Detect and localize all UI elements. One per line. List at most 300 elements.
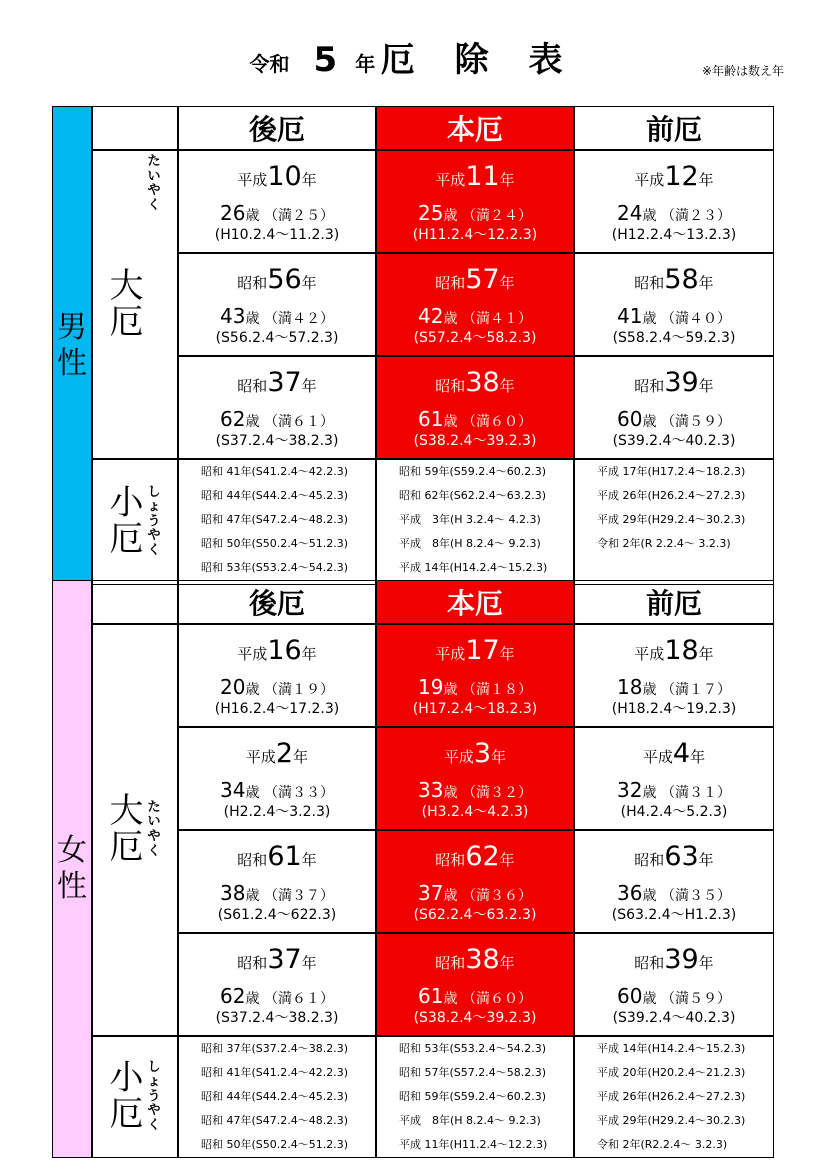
female-shouyaku-cell <box>574 1036 774 1158</box>
female-shouyaku-cell <box>376 1036 574 1158</box>
date-range: (H11.2.4～12.2.3) <box>412 227 538 243</box>
age-suffix: 歳 <box>245 785 260 801</box>
age-number: 38 <box>220 881 246 905</box>
age-suffix: 歳 <box>443 991 458 1007</box>
year-number: 62 <box>465 841 500 872</box>
male-taiyaku-cell <box>178 150 376 253</box>
year-suffix: 年 <box>301 377 317 395</box>
date-range: (S61.2.4～622.3) <box>217 907 337 923</box>
year-suffix: 年 <box>301 645 317 663</box>
shouyaku-ruby-char: や <box>147 528 161 544</box>
male-taiyaku-cell <box>376 253 574 356</box>
taiyaku-char: 大 <box>109 265 144 306</box>
age-number: 61 <box>418 984 444 1008</box>
age-number: 18 <box>617 675 643 699</box>
era-year <box>377 161 573 192</box>
age-number: 41 <box>617 304 643 328</box>
year-number: 4 <box>672 738 691 769</box>
shouyaku-line: 昭和 44年(S44.2.4～45.2.3) <box>201 489 349 502</box>
age-line <box>377 675 573 699</box>
age-number: 34 <box>220 778 246 802</box>
year-number: 12 <box>664 161 699 192</box>
shouyaku-line: 昭和 37年(S37.2.4～38.2.3) <box>201 1042 349 1055</box>
year-number: 11 <box>465 161 500 192</box>
title-year: 年 <box>355 52 376 76</box>
shouyaku-ruby-char: や <box>147 1103 161 1119</box>
era-name: 昭和 <box>435 377 466 395</box>
era-name: 昭和 <box>237 377 268 395</box>
full-age: （満６０） <box>457 414 532 430</box>
male-header-blank <box>92 106 178 150</box>
shouyaku-line: 平成 29年(H29.2.4～30.2.3) <box>597 1114 746 1127</box>
male-shouyaku-label <box>92 459 178 585</box>
age-line <box>179 778 375 802</box>
era-year <box>377 944 573 975</box>
age-line <box>377 984 573 1008</box>
male-taiyaku-cell <box>574 150 774 253</box>
female-taiyaku-cell <box>574 830 774 933</box>
date-range: (H16.2.4～17.2.3) <box>214 701 340 717</box>
female-label-char: 女 <box>57 833 87 868</box>
year-number: 18 <box>664 635 699 666</box>
taiyaku-char: 厄 <box>109 827 144 867</box>
age-suffix: 歳 <box>642 208 657 224</box>
date-range: (S57.2.4～58.2.3) <box>413 330 537 346</box>
shouyaku-ruby-char: ょ <box>147 1074 161 1090</box>
shouyaku-line: 昭和 50年(S50.2.4～51.2.3) <box>201 537 349 550</box>
year-number: 63 <box>664 841 699 872</box>
era-year <box>377 738 573 769</box>
age-number: 20 <box>220 675 246 699</box>
era-year <box>377 841 573 872</box>
shouyaku-line: 昭和 41年(S41.2.4～42.2.3) <box>201 1066 349 1079</box>
shouyaku-line: 平成 26年(H26.2.4～27.2.3) <box>597 489 746 502</box>
year-suffix: 年 <box>499 377 515 395</box>
female-taiyaku-cell <box>178 624 376 727</box>
age-number: 24 <box>617 201 643 225</box>
female-header-honyaku: 本厄 <box>376 580 574 624</box>
era-name: 平成 <box>435 171 466 189</box>
age-line <box>179 304 375 328</box>
era-name: 平成 <box>642 748 673 766</box>
year-number: 37 <box>267 944 302 975</box>
male-taiyaku-label <box>92 150 178 459</box>
era-name: 昭和 <box>634 377 665 395</box>
age-suffix: 歳 <box>245 682 260 698</box>
male-label-char: 性 <box>57 345 87 381</box>
male-header-atoyaku: 後厄 <box>178 106 376 150</box>
era-year <box>575 738 773 769</box>
female-label <box>52 580 92 1158</box>
era-name: 平成 <box>237 171 268 189</box>
era-year <box>575 944 773 975</box>
taiyaku-ruby-char: い <box>147 814 161 830</box>
shouyaku-ruby <box>147 1061 160 1134</box>
year-number: 39 <box>664 367 699 398</box>
year-suffix: 年 <box>301 954 317 972</box>
date-range: (S37.2.4～38.2.3) <box>215 433 339 449</box>
age-line <box>575 778 773 802</box>
male-header-honyaku: 本厄 <box>376 106 574 150</box>
female-taiyaku-label <box>92 624 178 1036</box>
male-taiyaku-cell <box>376 356 574 459</box>
year-suffix: 年 <box>698 954 714 972</box>
full-age: （満５９） <box>656 414 731 430</box>
age-line <box>575 304 773 328</box>
male-taiyaku-cell <box>178 253 376 356</box>
full-age: （満１７） <box>656 682 731 698</box>
year-suffix: 年 <box>499 171 515 189</box>
male-shouyaku-cell <box>574 459 774 585</box>
era-year <box>179 944 375 975</box>
age-suffix: 歳 <box>245 414 260 430</box>
taiyaku-ruby-char: や <box>147 829 161 844</box>
era-year <box>377 367 573 398</box>
taiyaku-char: 大 <box>109 791 144 832</box>
shouyaku-line: 昭和 47年(S47.2.4～48.2.3) <box>201 1114 349 1127</box>
male-taiyaku-cell <box>574 356 774 459</box>
female-taiyaku-cell <box>574 933 774 1036</box>
date-range: (S62.2.4～63.2.3) <box>413 907 537 923</box>
shouyaku-line: 昭和 59年(S59.2.4～60.2.3) <box>399 465 547 478</box>
date-range: (S58.2.4～59.2.3) <box>612 330 736 346</box>
date-range: (S38.2.4～39.2.3) <box>413 433 537 449</box>
era-year <box>179 635 375 666</box>
era-name: 平成 <box>443 748 474 766</box>
date-range: (S38.2.4～39.2.3) <box>413 1010 537 1026</box>
year-number: 39 <box>664 944 699 975</box>
age-line <box>377 201 573 225</box>
age-suffix: 歳 <box>642 311 657 327</box>
age-number: 25 <box>418 201 444 225</box>
year-number: 38 <box>465 944 500 975</box>
era-year <box>575 635 773 666</box>
full-age: （満４１） <box>457 311 532 327</box>
age-number: 61 <box>418 407 444 431</box>
year-suffix: 年 <box>293 748 309 766</box>
full-age: （満２４） <box>457 208 532 224</box>
era-year <box>575 161 773 192</box>
date-range: (H12.2.4～13.2.3) <box>611 227 737 243</box>
shouyaku-ruby <box>147 486 160 559</box>
year-suffix: 年 <box>698 645 714 663</box>
age-number: 62 <box>220 984 246 1008</box>
age-suffix: 歳 <box>443 414 458 430</box>
male-shouyaku-cell <box>178 459 376 585</box>
shouyaku-ruby-char: ょ <box>147 499 161 515</box>
full-age: （満５９） <box>656 991 731 1007</box>
male-shouyaku-cell <box>376 459 574 585</box>
age-line <box>575 984 773 1008</box>
shouyaku-line: 昭和 41年(S41.2.4～42.2.3) <box>201 465 349 478</box>
shouyaku-ruby-char: し <box>147 484 161 500</box>
year-suffix: 年 <box>690 748 706 766</box>
full-age: （満３２） <box>457 785 532 801</box>
title-main: 厄 除 表 <box>380 40 577 80</box>
taiyaku-ruby-char: や <box>147 183 161 199</box>
age-suffix: 歳 <box>642 888 657 904</box>
taiyaku-ruby <box>147 155 160 213</box>
year-suffix: 年 <box>301 851 317 869</box>
male-taiyaku-cell <box>376 150 574 253</box>
female-taiyaku-cell <box>178 727 376 830</box>
era-name: 昭和 <box>634 274 665 292</box>
shouyaku-line: 昭和 57年(S57.2.4～58.2.3) <box>399 1066 547 1079</box>
era-name: 昭和 <box>435 851 466 869</box>
full-age: （満４２） <box>259 311 334 327</box>
shouyaku-line: 昭和 50年(S50.2.4～51.2.3) <box>201 1138 349 1151</box>
era-name: 昭和 <box>237 954 268 972</box>
male-taiyaku-cell <box>178 356 376 459</box>
female-taiyaku-cell <box>178 830 376 933</box>
era-year <box>179 161 375 192</box>
age-suffix: 歳 <box>245 991 260 1007</box>
year-number: 57 <box>465 264 500 295</box>
male-header-maeyaku: 前厄 <box>574 106 774 150</box>
year-suffix: 年 <box>301 171 317 189</box>
female-taiyaku-cell <box>574 727 774 830</box>
era-year <box>377 635 573 666</box>
shouyaku-line: 平成 8年(H 8.2.4～ 9.2.3) <box>399 537 541 550</box>
shouyaku-line: 昭和 59年(S59.2.4～60.2.3) <box>399 1090 547 1103</box>
date-range: (S56.2.4～57.2.3) <box>215 330 339 346</box>
era-name: 昭和 <box>237 851 268 869</box>
age-suffix: 歳 <box>245 311 260 327</box>
year-suffix: 年 <box>499 645 515 663</box>
date-range: (S39.2.4～40.2.3) <box>612 1010 736 1026</box>
date-range: (S39.2.4～40.2.3) <box>612 433 736 449</box>
year-number: 58 <box>664 264 699 295</box>
shouyaku-char: 厄 <box>109 519 144 559</box>
age-number: 62 <box>220 407 246 431</box>
date-range: (H17.2.4～18.2.3) <box>412 701 538 717</box>
female-shouyaku-cell <box>178 1036 376 1158</box>
female-header-blank <box>92 580 178 624</box>
shouyaku-line: 昭和 53年(S53.2.4～54.2.3) <box>399 1042 547 1055</box>
date-range: (H10.2.4～11.2.3) <box>214 227 340 243</box>
shouyaku-line: 平成 20年(H20.2.4～21.2.3) <box>597 1066 746 1079</box>
year-number: 17 <box>465 635 500 666</box>
year-number: 38 <box>465 367 500 398</box>
shouyaku-line: 昭和 53年(S53.2.4～54.2.3) <box>201 561 349 574</box>
era-name: 平成 <box>435 645 466 663</box>
year-suffix: 年 <box>499 851 515 869</box>
full-age: （満３６） <box>457 888 532 904</box>
year-number: 16 <box>267 635 302 666</box>
age-line <box>377 407 573 431</box>
age-line <box>377 881 573 905</box>
age-number: 32 <box>617 778 643 802</box>
age-note: ※年齢は数え年 <box>702 64 785 78</box>
male-label <box>52 106 92 585</box>
era-name: 平成 <box>634 645 665 663</box>
full-age: （満３５） <box>656 888 731 904</box>
age-line <box>575 201 773 225</box>
full-age: （満２５） <box>259 208 334 224</box>
date-range: (H2.2.4～3.2.3) <box>223 804 331 820</box>
year-number: 10 <box>267 161 302 192</box>
era-year <box>179 738 375 769</box>
age-suffix: 歳 <box>245 888 260 904</box>
year-suffix: 年 <box>499 274 515 292</box>
full-age: （満１８） <box>457 682 532 698</box>
shouyaku-line: 平成 17年(H17.2.4～18.2.3) <box>597 465 746 478</box>
female-header-atoyaku: 後厄 <box>178 580 376 624</box>
era-name: 昭和 <box>237 274 268 292</box>
age-line <box>179 407 375 431</box>
shouyaku-line: 平成 14年(H14.2.4～15.2.3) <box>399 561 548 574</box>
era-year <box>179 841 375 872</box>
year-suffix: 年 <box>499 954 515 972</box>
taiyaku-kanji <box>109 265 144 342</box>
age-number: 19 <box>418 675 444 699</box>
shouyaku-ruby-char: く <box>147 542 161 558</box>
age-suffix: 歳 <box>443 311 458 327</box>
era-year <box>179 367 375 398</box>
shouyaku-ruby-char: く <box>147 1117 161 1133</box>
shouyaku-line: 平成 11年(H11.2.4～12.2.3) <box>399 1138 548 1151</box>
male-taiyaku-cell <box>574 253 774 356</box>
female-label-char: 性 <box>57 869 87 904</box>
age-number: 37 <box>418 881 444 905</box>
date-range: (H18.2.4～19.2.3) <box>611 701 737 717</box>
taiyaku-ruby <box>147 801 160 859</box>
era-year <box>575 841 773 872</box>
shouyaku-line: 昭和 44年(S44.2.4～45.2.3) <box>201 1090 349 1103</box>
age-number: 33 <box>418 778 444 802</box>
taiyaku-ruby-char: く <box>147 197 161 213</box>
year-suffix: 年 <box>698 274 714 292</box>
female-taiyaku-cell <box>376 624 574 727</box>
year-number: 61 <box>267 841 302 872</box>
era-name: 平成 <box>245 748 276 766</box>
male-label-char: 男 <box>57 309 87 345</box>
full-age: （満４０） <box>656 311 731 327</box>
age-suffix: 歳 <box>642 991 657 1007</box>
taiyaku-ruby-char: た <box>147 799 161 815</box>
age-line <box>575 675 773 699</box>
shouyaku-kanji <box>109 483 144 559</box>
age-suffix: 歳 <box>443 785 458 801</box>
age-suffix: 歳 <box>642 682 657 698</box>
taiyaku-kanji <box>109 791 144 867</box>
date-range: (S63.2.4～H1.2.3) <box>611 907 737 923</box>
full-age: （満６１） <box>259 991 334 1007</box>
age-line <box>179 984 375 1008</box>
female-shouyaku-label <box>92 1036 178 1158</box>
title-era: 令和 <box>249 52 290 76</box>
date-range: (H4.2.4～5.2.3) <box>620 804 728 820</box>
age-number: 26 <box>220 201 246 225</box>
yakuyoke-table <box>52 106 774 1158</box>
female-taiyaku-cell <box>376 830 574 933</box>
taiyaku-ruby-char: い <box>147 168 161 184</box>
full-age: （満２３） <box>656 208 731 224</box>
taiyaku-ruby-char: く <box>147 843 161 859</box>
female-header-maeyaku: 前厄 <box>574 580 774 624</box>
era-name: 昭和 <box>435 274 466 292</box>
era-name: 昭和 <box>634 851 665 869</box>
age-line <box>575 407 773 431</box>
taiyaku-char: 厄 <box>109 301 144 342</box>
shouyaku-kanji <box>109 1058 144 1134</box>
year-suffix: 年 <box>698 171 714 189</box>
era-year <box>575 367 773 398</box>
era-name: 平成 <box>237 645 268 663</box>
shouyaku-ruby-char: う <box>147 1088 161 1104</box>
year-number: 37 <box>267 367 302 398</box>
age-suffix: 歳 <box>642 414 657 430</box>
female-taiyaku-cell <box>178 933 376 1036</box>
year-suffix: 年 <box>301 274 317 292</box>
shouyaku-line: 平成 14年(H14.2.4～15.2.3) <box>597 1042 746 1055</box>
age-line <box>377 304 573 328</box>
shouyaku-line: 昭和 47年(S47.2.4～48.2.3) <box>201 513 349 526</box>
year-number: 2 <box>275 738 294 769</box>
full-age: （満３７） <box>259 888 334 904</box>
shouyaku-line: 平成 3年(H 3.2.4～ 4.2.3) <box>399 513 541 526</box>
year-suffix: 年 <box>698 377 714 395</box>
shouyaku-line: 平成 8年(H 8.2.4～ 9.2.3) <box>399 1114 541 1127</box>
shouyaku-char: 小 <box>109 483 144 524</box>
age-number: 43 <box>220 304 246 328</box>
age-line <box>575 881 773 905</box>
age-suffix: 歳 <box>443 888 458 904</box>
shouyaku-line: 平成 29年(H29.2.4～30.2.3) <box>597 513 746 526</box>
era-year <box>377 264 573 295</box>
age-line <box>377 778 573 802</box>
age-line <box>179 201 375 225</box>
shouyaku-line: 平成 26年(H26.2.4～27.2.3) <box>597 1090 746 1103</box>
full-age: （満３１） <box>656 785 731 801</box>
shouyaku-ruby-char: う <box>147 513 161 529</box>
age-number: 42 <box>418 304 444 328</box>
era-year <box>179 264 375 295</box>
shouyaku-char: 厄 <box>109 1094 144 1134</box>
age-number: 36 <box>617 881 643 905</box>
taiyaku-ruby-char: た <box>147 154 161 169</box>
shouyaku-ruby-char: し <box>147 1059 161 1075</box>
era-name: 昭和 <box>435 954 466 972</box>
shouyaku-line: 令和 2年(R2.2.4～ 3.2.3) <box>597 1138 728 1151</box>
year-suffix: 年 <box>491 748 507 766</box>
shouyaku-line: 令和 2年(R 2.2.4～ 3.2.3) <box>597 537 731 550</box>
age-number: 60 <box>617 407 643 431</box>
full-age: （満６１） <box>259 414 334 430</box>
era-name: 平成 <box>634 171 665 189</box>
date-range: (S37.2.4～38.2.3) <box>215 1010 339 1026</box>
female-taiyaku-cell <box>574 624 774 727</box>
age-suffix: 歳 <box>245 208 260 224</box>
shouyaku-line: 昭和 62年(S62.2.4～63.2.3) <box>399 489 547 502</box>
title-number: 5 <box>313 40 338 80</box>
year-suffix: 年 <box>698 851 714 869</box>
age-number: 60 <box>617 984 643 1008</box>
female-taiyaku-cell <box>376 933 574 1036</box>
full-age: （満３３） <box>259 785 334 801</box>
age-line <box>179 881 375 905</box>
year-number: 56 <box>267 264 302 295</box>
date-range: (H3.2.4～4.2.3) <box>421 804 529 820</box>
era-name: 昭和 <box>634 954 665 972</box>
full-age: （満１９） <box>259 682 334 698</box>
year-number: 3 <box>473 738 492 769</box>
age-suffix: 歳 <box>642 785 657 801</box>
age-line <box>179 675 375 699</box>
age-suffix: 歳 <box>443 208 458 224</box>
shouyaku-char: 小 <box>109 1058 144 1099</box>
full-age: （満６０） <box>457 991 532 1007</box>
